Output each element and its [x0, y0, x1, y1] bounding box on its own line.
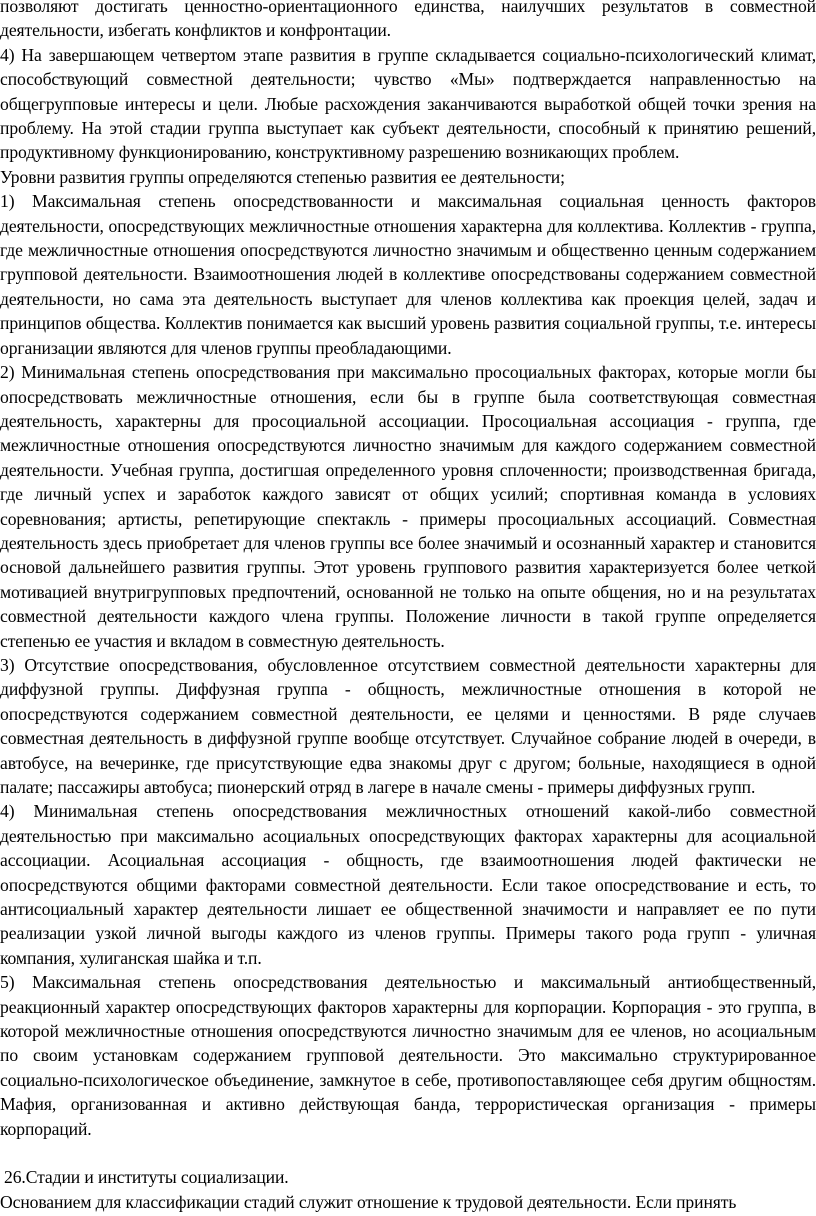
- section-heading: 26.Стадии и институты социализации.: [4, 1167, 289, 1188]
- paragraph-collective: 1) Максимальная степень опосредствованности и максимальная социальная ценность факторов деятельности, опосредствующих межличностные отношения характерна для коллектива. Коллектив - группа, где межличностные отношения опосредствуются личностно значимым и общественно ценным содержанием групповой деятельности. Взаимоотношения людей в коллективе опосредствованы содержанием совместной деятельности, но сама эта деятельность выступает для членов коллектива как проекция целей, задач и принципов общества. Коллектив понимается как высший уровень развития социальной группы, т.е. интересы организации являются для членов группы преобладающими.: [0, 191, 816, 358]
- paragraph-prosocial-association: 2) Минимальная степень опосредствования при максимально просоциальных факторах, которые могли бы опосредствовать межличностные отношения, если бы в группе была соответствующая совместная деятельность, характерны для просоциальной ассоциации. Просоциальная ассоциация - группа, где межличностные отношения опосредствуются личностно значимым для каждого содержанием совместной деятельности. Учебная группа, достигшая определенного уровня сплоченности; производственная бригада, где личный успех и заработок каждого зависят от общих усилий; спортивная команда в условиях соревнования; артисты, репетирующие спектакль - примеры просоциальных ассоциаций. Совместная деятельность здесь приобретает для членов группы все более значимый и осознанный характер и становится основой дальнейшего развития группы. Этот уровень группового развития характеризуется более четкой мотивацией внутригрупповых предпочтений, основанной не только на опыте общения, но и на результатах совместной деятельности каждого члена группы. Положение личности в такой группе определяется степенью ее участия и вкладом в совместную деятельность.: [0, 362, 816, 651]
- paragraph-fourth-stage: 4) На завершающем четвертом этапе развития в группе складывается социально-психологический климат, способствующий совместной деятельности; чувство «Мы» подтверждается направленностью на общегрупповые интересы и цели. Любые расхождения заканчиваются выработкой общей точки зрения на проблему. На этой стадии группа выступает как субъект деятельности, способный к принятию решений, продуктивному функционированию, конструктивному разрешению возникающих проблем.: [0, 44, 816, 163]
- paragraph-diffuse-group: 3) Отсутствие опосредствования, обусловленное отсутствием совместной деятельности характерны для диффузной группы. Диффузная группа - общность, межличностные отношения в которой не опосредствуются содержанием совместной деятельности, ее целями и ценностями. В ряде случаев совместная деятельность в диффузной группе вообще отсутствует. Случайное собрание людей в очереди, в автобусе, на вечеринке, где присутствующие едва знакомы друг с другом; больные, находящиеся в одной палате; пассажиры автобуса; пионерский отряд в лагере в начале смены - примеры диффузных групп.: [0, 654, 816, 797]
- paragraph-socialization-stages: Основанием для классификации стадий служит отношение к трудовой деятельности. Если принять: [0, 1191, 737, 1212]
- paragraph-levels-intro: Уровни развития группы определяются степенью развития ее деятельности;: [0, 166, 565, 187]
- paragraph-continuation: позволяют достигать ценностно-ориентационного единства, наилучших результатов в совместной деятельности, избегать конфликтов и конфронтации.: [0, 0, 816, 41]
- paragraph-asocial-association: 4) Минимальная степень опосредствования межличностных отношений какой-либо совместной деятельностью при максимально асоциальных опосредствующих факторах характерны для асоциальной ассоциации. Асоциальная ассоциация - общность, где взаимоотношения людей фактически не опосредствуются общими факторами совместной деятельности. Если такое опосредствование и есть, то антисоциальный характер деятельности лишает ее общественной значимости и направляет ее по пути реализации узкой личной выгоды каждого из членов группы. Примеры такого рода групп - уличная компания, хулиганская шайка и т.п.: [0, 801, 816, 968]
- paragraph-corporation: 5) Максимальная степень опосредствования деятельностью и максимальный антиобщественный, реакционный характер опосредствующих факторов характерны для корпорации. Корпорация - это группа, в которой межличностные отношения опосредствуются личностно значимым для ее членов, но асоциальным по своим установкам содержанием групповой деятельности. Это максимально структурированное социально-психологическое объединение, замкнутое в себе, противопоставляющее себя другим общностям. Мафия, организованная и активно действующая банда, террористическая организация - примеры корпораций.: [0, 972, 816, 1139]
